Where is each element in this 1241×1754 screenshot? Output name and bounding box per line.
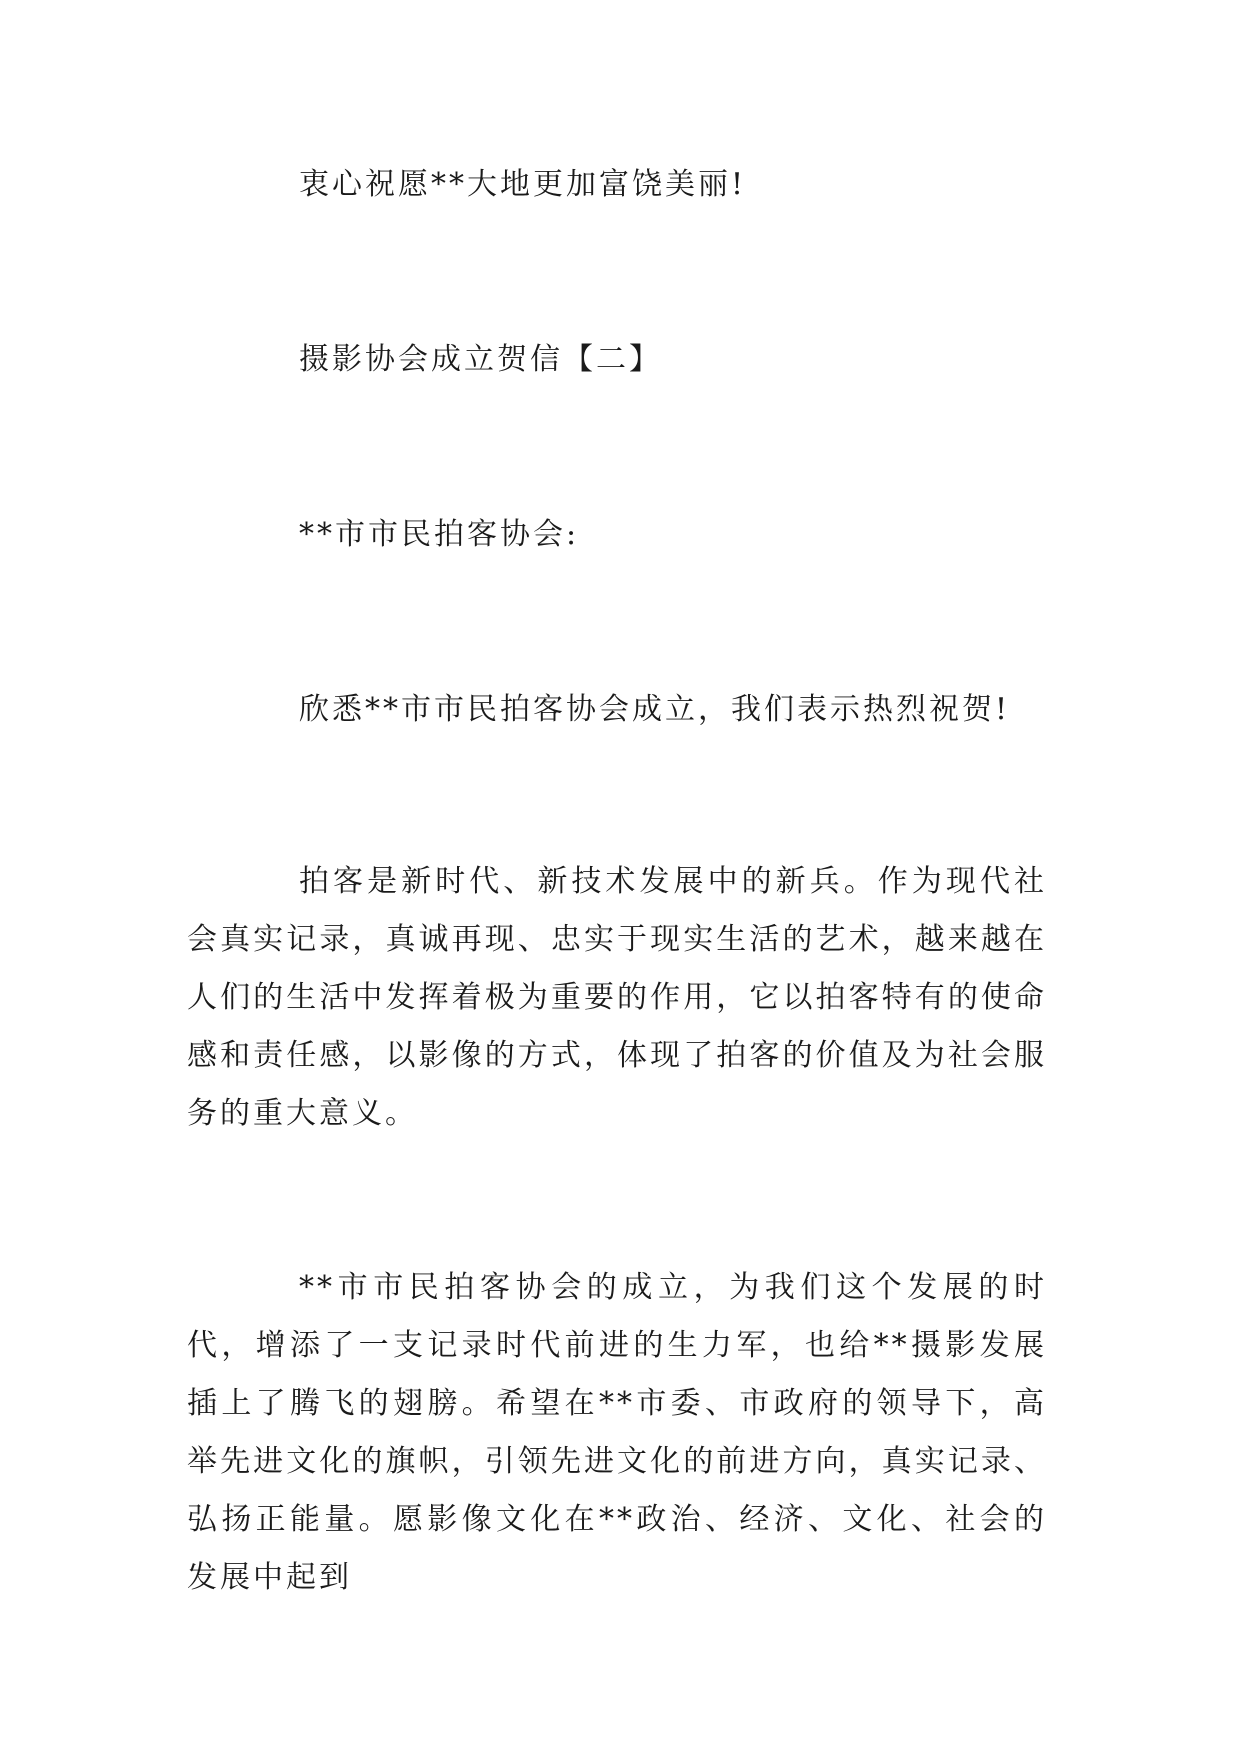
body-paragraph-1: 拍客是新时代、新技术发展中的新兵。作为现代社会真实记录，真诚再现、忠实于现实生活的艺术，越来越在人们的生活中发挥着极为重要的作用，它以拍客特有的使命感和责任感，以影像的方式，体现了拍客的价值及为社会服务的重大意义。 [187, 864, 1047, 1131]
body-paragraph-2: **市市民拍客协会的成立，为我们这个发展的时代，增添了一支记录时代前进的生力军，也给**摄影发展插上了腾飞的翅膀。希望在**市委、市政府的领导下，高举先进文化的旗帜，引领先进文化的前进方向，真实记录、弘扬正能量。愿影像文化在**政治、经济、文化、社会的发展中起到 [187, 1270, 1047, 1595]
letter-heading: 摄影协会成立贺信【二】 [299, 342, 662, 377]
congratulation-line: 欣悉**市市民拍客协会成立，我们表示热烈祝贺! [299, 692, 1011, 727]
letter-salutation: **市市民拍客协会: [299, 517, 580, 552]
closing-wish-line: 衷心祝愿**大地更加富饶美丽! [299, 167, 747, 202]
